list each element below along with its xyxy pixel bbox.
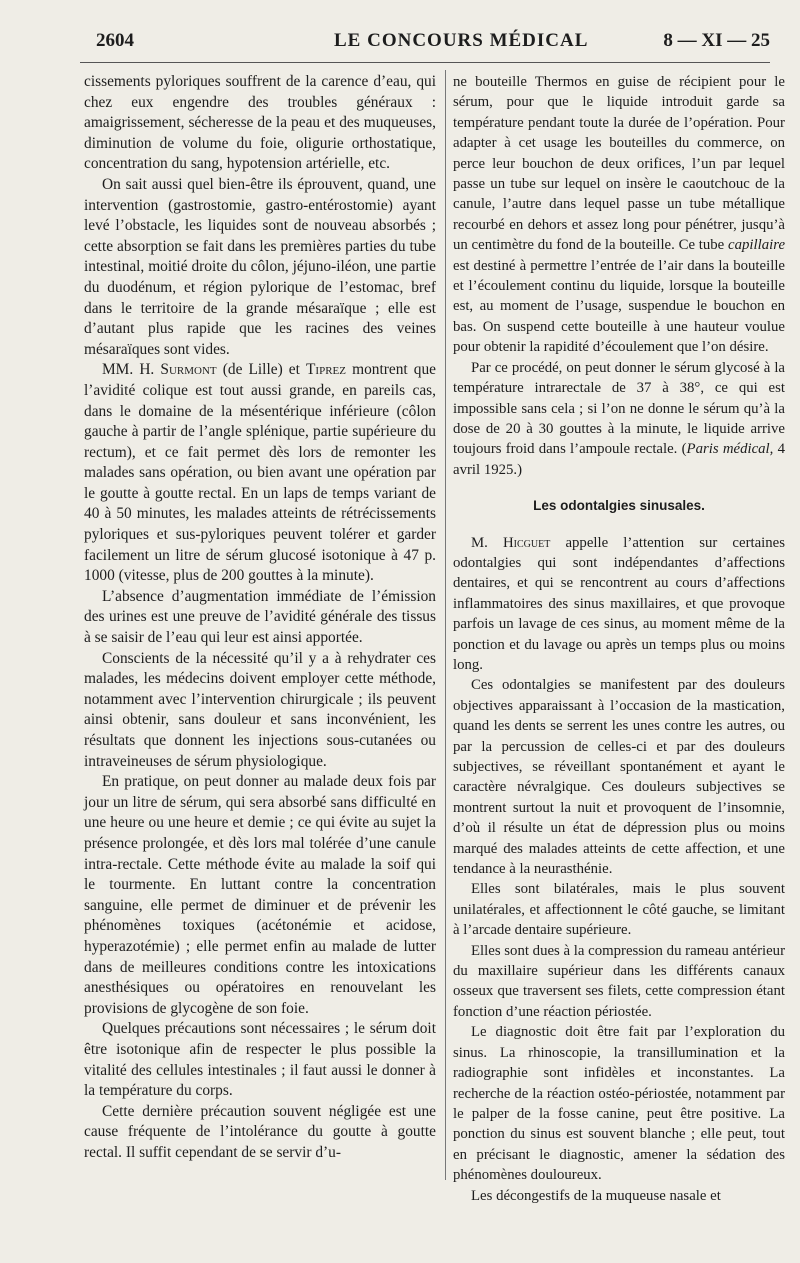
paragraph: Elles sont dues à la compression du rameau antérieur du maxillaire supérieur dans les différents canaux osseux que traversent ses filets, cette compression étant fonction d’une réaction périostée. bbox=[453, 942, 785, 1020]
paragraph: Le diagnostic doit être fait par l’exploration du sinus. La rhinoscopie, la transillumination et la radiographie sont infidèles et inconstantes. La recherche de la réaction ostéo-périostée, notamment par le palper de la fosse canine, peut être positive. La ponction du sinus est souvent blanche ; elle peut, tout en précisant le diagnostic, amener la sédation des phénomènes douloureux. bbox=[453, 1024, 785, 1184]
text-run: est destiné à permettre l’entrée de l’air dans la bouteille et l’écoulement continu du liquide, lorsque la bouteille est, au moment de l’usage, suspendue le bouchon en bas. On suspend cette bouteille à une hauteur voulue pour obtenir la rapidité d’écoulement que l’on désire. bbox=[453, 257, 785, 356]
text-run: montrent que l’avidité colique est tout aussi grande, en pareils cas, dans le domaine de la mésentérique inférieure (côlon gauche à partir de l’angle splénique, partie supérieure du rectum), et ce fait permet dès lors de remonter les malades sans opération, ou bien avant une opération par le goutte à goutte rectal. En un laps de temps variant de 40 à 50 minutes, les malades atteints de rétrécissements pyloriques et sus-pyloriques peuvent tolérer et garder facilement un litre de sérum glucosé isotonique à 47 p. 1000 (vitesse, plus de 200 gouttes à la minute). bbox=[84, 361, 436, 585]
paragraph: Conscients de la nécessité qu’il y a à rehydrater ces malades, les médecins doivent employer cette méthode, notamment avec l’intervention chirurgicale ; ils peuvent ainsi obtenir, sans douleur et sans inconvénient, les résultats que donnent les injections sous-cutanées ou intraveineuses de sérum physiologique. bbox=[84, 649, 436, 770]
paragraph: Quelques précautions sont nécessaires ; le sérum doit être isotonique afin de respecter le plus possible la vitalité des cellules intestinales ; il faut aussi le donner à la température du corps. bbox=[84, 1020, 436, 1100]
paragraph bbox=[453, 533, 785, 676]
paragraph: Les décongestifs de la muqueuse nasale et bbox=[471, 1187, 721, 1204]
author-name: Tiprez bbox=[306, 361, 346, 379]
paragraph bbox=[84, 360, 436, 587]
paragraph: Ces odontalgies se manifestent par des douleurs objectives apparaissant à l’occasion de la mastication, quand les dents se serrent les unes contre les autres, ou par la percussion de celles-ci et par des douleurs subjectives, se réveillant spontanément et ayant le caractère névralgique. Ces douleurs subjectives se montrent surtout la nuit et provoquent de l’insomnie, d’où il résulte un état de dépression plus ou moins marqué des malades atteints de cette affection, et une tendance à la neurasthénie. bbox=[453, 677, 785, 878]
italic-term: capillaire bbox=[728, 237, 786, 254]
paragraph: L’absence d’augmentation immédiate de l’émission des urines est une preuve de l’avidité générale des tissus à se saisir de l’eau qui leur est ainsi apportée. bbox=[84, 587, 436, 647]
text-run: Par ce procédé, on peut donner le sérum glycosé à la température intrarectale de 37 à 38°, ce qui est impossible sans cela ; si l’on ne donne le sérum qu’à la dose de 20 à 30 gouttes à la minute, le liquide arrive toujours froid dans l’ampoule rectale. ( bbox=[453, 359, 785, 458]
paragraph bbox=[453, 72, 785, 358]
author-name: Surmont bbox=[160, 361, 217, 379]
text-run: ne bouteille Thermos en guise de récipient pour le sérum, pour que le liquide introduit garde sa température pendant toute la durée de l’opération. Pour adapter à cet usage les bouteilles du commerce, on perce leur bouchon de deux orifices, l’un par lequel passe un tube sur lequel on insère le caoutchouc de la canule, l’autre dans lequel passe un tube métallique recourbé en dehors et assez long pour pénétrer, jusqu’à un centimètre du fond de la bouteille. Ce tube bbox=[453, 74, 785, 254]
paragraph: On sait aussi quel bien-être ils éprouvent, quand, une intervention (gastrostomie, gastro-entérostomie) ayant levé l’obstacle, les liquides sont de nouveau absorbés ; cette absorption se fait dans les premières parties du tube intestinal, moitié droite du côlon, jéjuno-iléon, une partie du duodénum, et région pylorique de l’estomac, bref dans le territoire de la grande mésaraïque ; elle est d’autant plus rapide que les racines des veines mésaraïques sont vides. bbox=[84, 175, 436, 358]
paragraph: Elles sont bilatérales, mais le plus souvent unilatérales, et affectionnent le côté gauche, se limitant à l’arcade dentaire supérieure. bbox=[453, 881, 785, 939]
right-column bbox=[453, 72, 785, 1206]
header-rule bbox=[80, 62, 770, 63]
paragraph: Cette dernière précaution souvent négligée est une cause fréquente de l’intolérance du goutte à goutte rectal. Il suffit cependant de se servir d’u- bbox=[84, 1102, 436, 1161]
page-number: 2604 bbox=[96, 30, 134, 51]
running-head bbox=[96, 28, 770, 58]
author-name: Hicguet bbox=[502, 534, 551, 551]
column-divider bbox=[445, 70, 446, 1180]
section-title: Les odontalgies sinusales. bbox=[533, 498, 705, 514]
paragraph: En pratique, on peut donner au malade deux fois par jour un litre de sérum, qui sera absorbé sans difficulté en une heure ou une heure et demie ; ce qui évite au sujet la présence prolongée, et dès lors mal tolérée d’une canule intra-rectale. Cette méthode évite au malade la soif qui le tourmente. En luttant contre la concentration sanguine, elle permet de diminuer et de prévenir les phénomènes toxiques (acétonémie et acidose, hyperazotémie) ; elle permet enfin au malade de lutter dans de meilleures conditions contre les intoxications anesthésiques ou opératoires en renouvelant les provisions de glycogène de son foie. bbox=[84, 773, 436, 1017]
citation-source: Paris médical, bbox=[686, 441, 774, 458]
issue-date: 8 — XI — 25 bbox=[663, 30, 770, 51]
text-run: MM. H. bbox=[102, 361, 155, 379]
text-run: (de Lille) et bbox=[222, 361, 300, 379]
paragraph: cissements pyloriques souffrent de la carence d’eau, qui chez eux engendre des troubles généraux : amaigrissement, sécheresse de la peau et des muqueuses, diminution de volume du foie, oligurie orthostatique, concentration du sang, hypotension artérielle, etc. bbox=[84, 73, 436, 173]
paragraph bbox=[453, 358, 785, 480]
journal-title: LE CONCOURS MÉDICAL bbox=[334, 30, 589, 51]
text-run: appelle l’attention sur certaines odontalgies qui sont indépendantes d’affections dentaires, et qui se rencontrent au cours d’affections inflammatoires des sinus maxillaires, et que provoque parfois un lavage de ces sinus, au moment même de la ponction et du lavage ou après un temps plus ou moins long. bbox=[453, 534, 786, 673]
text-run: 4 avril 1925.) bbox=[453, 441, 785, 478]
text-run: M. bbox=[471, 534, 488, 551]
left-column bbox=[84, 72, 436, 1163]
